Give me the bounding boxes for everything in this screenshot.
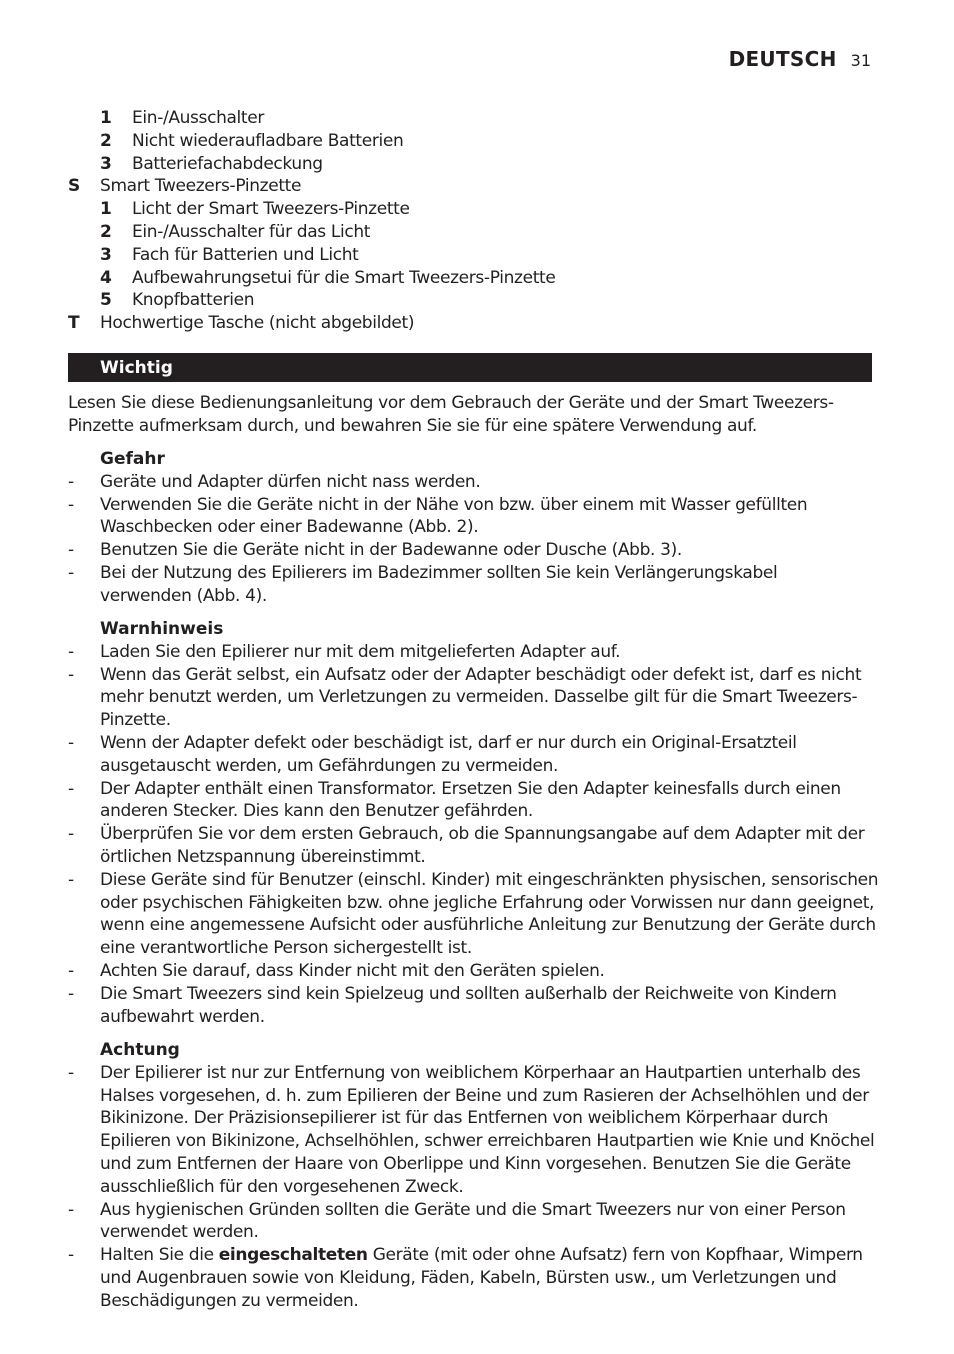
warnhinweis-item-text: ausgetauscht werden, um Gefährdungen zu vermeiden. bbox=[100, 755, 559, 776]
warnhinweis-item-text: Der Adapter enthält einen Transformator. Ersetzen Sie den Adapter keinesfalls durch einen bbox=[100, 778, 841, 799]
parts-item-text: Aufbewahrungsetui für die Smart Tweezers-Pinzette bbox=[132, 267, 556, 288]
list-bullet: - bbox=[68, 471, 75, 492]
gefahr-item-text: Bei der Nutzung des Epilierers im Badezimmer sollten Sie kein Verlängerungskabel bbox=[100, 563, 778, 583]
parts-item-label: 2 bbox=[100, 222, 112, 242]
list-bullet: - bbox=[68, 664, 75, 685]
parts-item-text: Nicht wiederaufladbare Batterien bbox=[132, 130, 404, 151]
warnhinweis-item-text: Diese Geräte sind für Benutzer (einschl. Kinder) mit eingeschränkten physischen, sensorischen bbox=[100, 869, 879, 890]
parts-item-label: 3 bbox=[100, 153, 112, 174]
achtung-item-text: Beschädigungen zu vermeiden. bbox=[100, 1290, 359, 1311]
achtung-item-text: Epilieren von Bikinizone, Achselhöhlen, schwer erreichbaren Hautpartien wie Knie und Knöchel bbox=[100, 1131, 875, 1152]
achtung-title: Achtung bbox=[100, 1040, 180, 1060]
list-bullet: - bbox=[68, 778, 75, 799]
warnhinweis-item-text: aufbewahrt werden. bbox=[100, 1006, 265, 1027]
achtung-item-text: Der Epilierer ist nur zur Entfernung von weiblichem Körperhaar an Hautpartien unterhalb des bbox=[100, 1062, 861, 1083]
language-label: DEUTSCH bbox=[728, 47, 837, 71]
list-bullet: - bbox=[68, 1245, 75, 1266]
gefahr-item-text: Geräte und Adapter dürfen nicht nass werden. bbox=[100, 471, 481, 492]
achtung-item-text: und Augenbrauen sowie von Kleidung, Fäden, Kabeln, Bürsten usw., um Verletzungen und bbox=[100, 1268, 837, 1288]
parts-item-label: 5 bbox=[100, 290, 112, 311]
parts-item-text: Hochwertige Tasche (nicht abgebildet) bbox=[100, 313, 415, 334]
achtung-item-text: und zum Entfernen der Haare von Oberlippe und Kinn vorgesehen. Benutzen Sie die Geräte bbox=[100, 1154, 851, 1174]
warnhinweis-item-text: Wenn der Adapter defekt oder beschädigt ist, darf er nur durch ein Original-Ersatzteil bbox=[100, 733, 797, 753]
achtung-item-text: Aus hygienischen Gründen sollten die Geräte und die Smart Tweezers nur von einer Person bbox=[100, 1199, 846, 1220]
section-heading-bar bbox=[68, 353, 872, 382]
parts-item-label: S bbox=[68, 176, 81, 197]
list-bullet: - bbox=[68, 540, 75, 561]
warnhinweis-item-text: örtlichen Netzspannung übereinstimmt. bbox=[100, 847, 426, 867]
text-segment: Halten Sie die bbox=[100, 1245, 219, 1266]
parts-item-label: T bbox=[68, 313, 80, 334]
list-bullet: - bbox=[68, 983, 75, 1004]
gefahr-item-text: Benutzen Sie die Geräte nicht in der Badewanne oder Dusche (Abb. 3). bbox=[100, 540, 682, 561]
parts-item-text: Licht der Smart Tweezers-Pinzette bbox=[132, 199, 410, 220]
intro-line-1: Lesen Sie diese Bedienungsanleitung vor dem Gebrauch der Geräte und der Smart Tweezers- bbox=[68, 393, 834, 413]
warnhinweis-item-text: Wenn das Gerät selbst, ein Aufsatz oder der Adapter beschädigt oder defekt ist, darf es nicht bbox=[100, 664, 862, 685]
list-bullet: - bbox=[68, 869, 75, 890]
gefahr-item-text: Waschbecken oder einer Badewanne (Abb. 2). bbox=[100, 517, 479, 538]
list-bullet: - bbox=[68, 824, 75, 845]
parts-item-text: Ein-/Ausschalter bbox=[132, 108, 264, 128]
list-bullet: - bbox=[68, 641, 75, 662]
list-bullet: - bbox=[68, 733, 75, 753]
warnhinweis-title: Warnhinweis bbox=[100, 619, 224, 639]
parts-item-text: Knopfbatterien bbox=[132, 290, 255, 311]
warnhinweis-item-text: mehr benutzt werden, um Verletzungen zu vermeiden. Dasselbe gilt für die Smart Tweezers- bbox=[100, 687, 858, 708]
list-bullet: - bbox=[68, 1199, 75, 1220]
parts-item-text: Fach für Batterien und Licht bbox=[132, 244, 359, 265]
achtung-item-text: Bikinizone. Der Präzisionsepilierer ist für das Entfernen von weiblichem Körperhaar durch bbox=[100, 1108, 829, 1129]
text-segment: Geräte (mit oder ohne Aufsatz) fern von Kopfhaar, Wimpern bbox=[367, 1245, 863, 1266]
achtung-item-text: ausschließlich für den vorgesehenen Zweck. bbox=[100, 1176, 464, 1197]
parts-item-text: Ein-/Ausschalter für das Licht bbox=[132, 222, 371, 242]
achtung-item-text bbox=[100, 1244, 863, 1267]
warnhinweis-item-text: eine verantwortliche Person sichergestellt ist. bbox=[100, 938, 472, 959]
page-number: 31 bbox=[850, 51, 871, 70]
warnhinweis-item-text: Laden Sie den Epilierer nur mit dem mitgelieferten Adapter auf. bbox=[100, 641, 621, 662]
warnhinweis-item-text: Pinzette. bbox=[100, 710, 171, 731]
gefahr-title: Gefahr bbox=[100, 449, 165, 469]
warnhinweis-item-text: anderen Stecker. Dies kann den Benutzer gefährden. bbox=[100, 801, 533, 822]
parts-item-label: 1 bbox=[100, 199, 112, 220]
list-bullet: - bbox=[68, 961, 75, 981]
gefahr-item-text: verwenden (Abb. 4). bbox=[100, 585, 267, 606]
warnhinweis-item-text: Überprüfen Sie vor dem ersten Gebrauch, ob die Spannungsangabe auf dem Adapter mit der bbox=[100, 824, 865, 845]
achtung-item-text: Halses vorgesehen, d. h. zum Epilieren der Beine und zum Rasieren der Achselhöhlen und der bbox=[100, 1085, 869, 1106]
parts-item-label: 1 bbox=[100, 108, 112, 128]
parts-item-label: 2 bbox=[100, 130, 112, 151]
warnhinweis-item-text: wenn eine angemessene Aufsicht oder ausführliche Anleitung zur Benutzung der Geräte durch bbox=[100, 915, 876, 936]
parts-item-label: 4 bbox=[100, 267, 112, 288]
list-bullet: - bbox=[68, 494, 75, 515]
parts-item-text: Batteriefachabdeckung bbox=[132, 153, 323, 174]
gefahr-item-text: Verwenden Sie die Geräte nicht in der Nähe von bzw. über einem mit Wasser gefüllten bbox=[100, 494, 808, 515]
page-header bbox=[729, 47, 871, 71]
section-heading: Wichtig bbox=[100, 358, 173, 378]
warnhinweis-item-text: Die Smart Tweezers sind kein Spielzeug und sollten außerhalb der Reichweite von Kindern bbox=[100, 983, 837, 1004]
list-bullet: - bbox=[68, 563, 75, 583]
warnhinweis-item-text: Achten Sie darauf, dass Kinder nicht mit den Geräten spielen. bbox=[100, 961, 605, 981]
achtung-item-text: verwendet werden. bbox=[100, 1222, 259, 1243]
list-bullet: - bbox=[68, 1062, 75, 1083]
parts-item-text: Smart Tweezers-Pinzette bbox=[100, 176, 302, 197]
emphasis-text: eingeschalteten bbox=[218, 1245, 368, 1266]
intro-line-2: Pinzette aufmerksam durch, und bewahren Sie sie für eine spätere Verwendung auf. bbox=[68, 416, 757, 436]
warnhinweis-item-text: oder psychischen Fähigkeiten bzw. ohne jegliche Erfahrung oder Vorwissen nur dann geeignet, bbox=[100, 892, 875, 913]
parts-item-label: 3 bbox=[100, 244, 112, 265]
